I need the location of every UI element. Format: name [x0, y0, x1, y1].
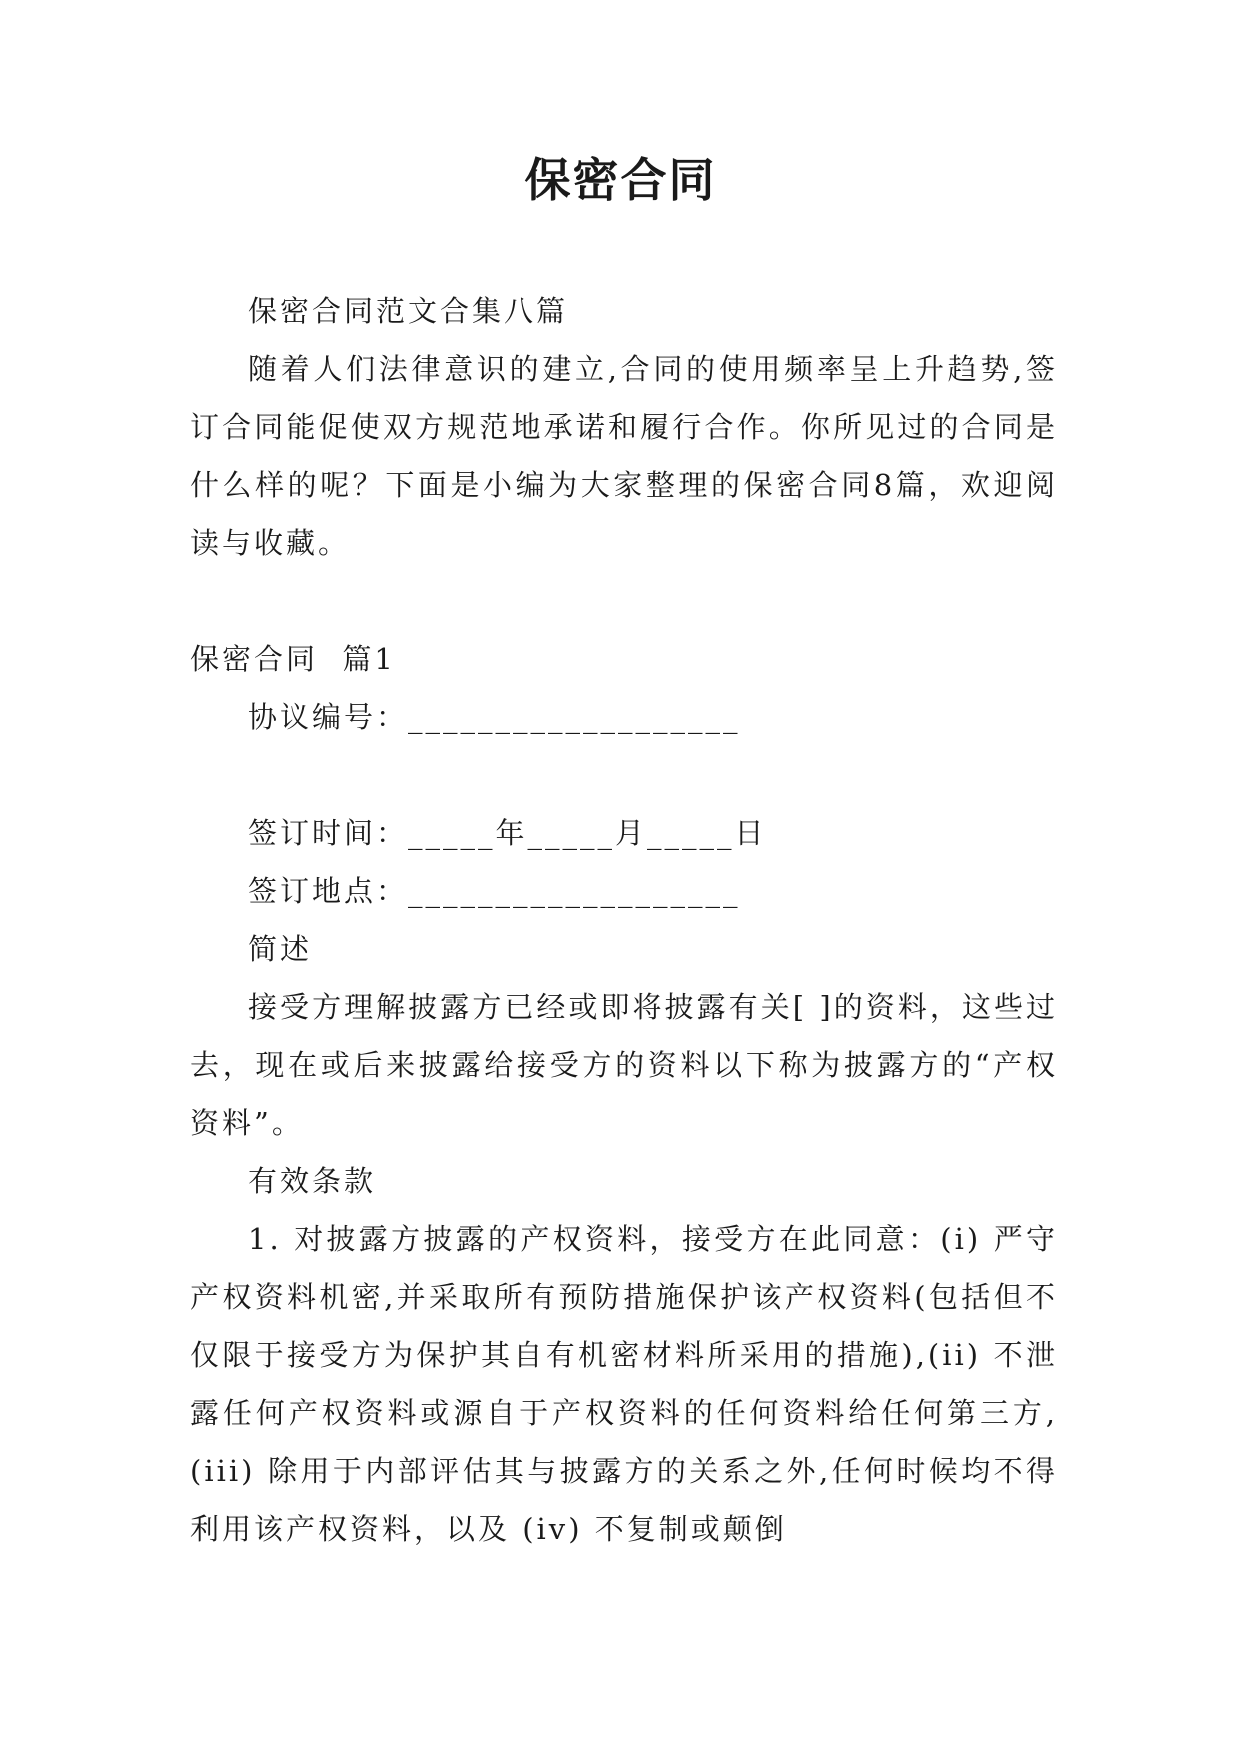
- summary-paragraph: 接受方理解披露方已经或即将披露有关[ ]的资料，这些过去，现在或后来披露给接受方的资料以下称为披露方的“产权资料”。: [190, 990, 1058, 1140]
- intro-heading: 保密合同范文合集八篇: [248, 294, 569, 328]
- signing-place-field: 签订地点：___________________: [248, 874, 741, 908]
- clauses-heading: 有效条款: [248, 1164, 377, 1198]
- intro-paragraph: 随着人们法律意识的建立,合同的使用频率呈上升趋势,签订合同能促使双方规范地承诺和履行合作。你所见过的合同是什么样的呢？下面是小编为大家整理的保密合同8篇，欢迎阅读与收藏。: [190, 352, 1058, 560]
- summary-heading: 简述: [248, 932, 313, 966]
- spacer: [190, 572, 1058, 630]
- agreement-number-field: 协议编号：___________________: [248, 700, 741, 734]
- spacer: [190, 746, 1058, 804]
- signing-time-field: 签订时间：_____年_____月_____日: [248, 816, 767, 850]
- document-body: [190, 282, 1058, 1558]
- clause-1: 1. 对披露方披露的产权资料，接受方在此同意：(i) 严守产权资料机密,并采取所有预防措施保护该产权资料(包括但不仅限于接受方为保护其自有机密材料所采用的措施),(ii) 不泄露任何产权资料或源自于产权资料的任何资料给任何第三方,(iii) 除用于内部评估其与披露方的关系之外,任何时候均不得利用该产权资料，以及 (iv) 不复制或颠倒: [190, 1222, 1058, 1546]
- section-heading: 保密合同 篇1: [190, 642, 396, 676]
- document-title: 保密合同: [524, 153, 717, 207]
